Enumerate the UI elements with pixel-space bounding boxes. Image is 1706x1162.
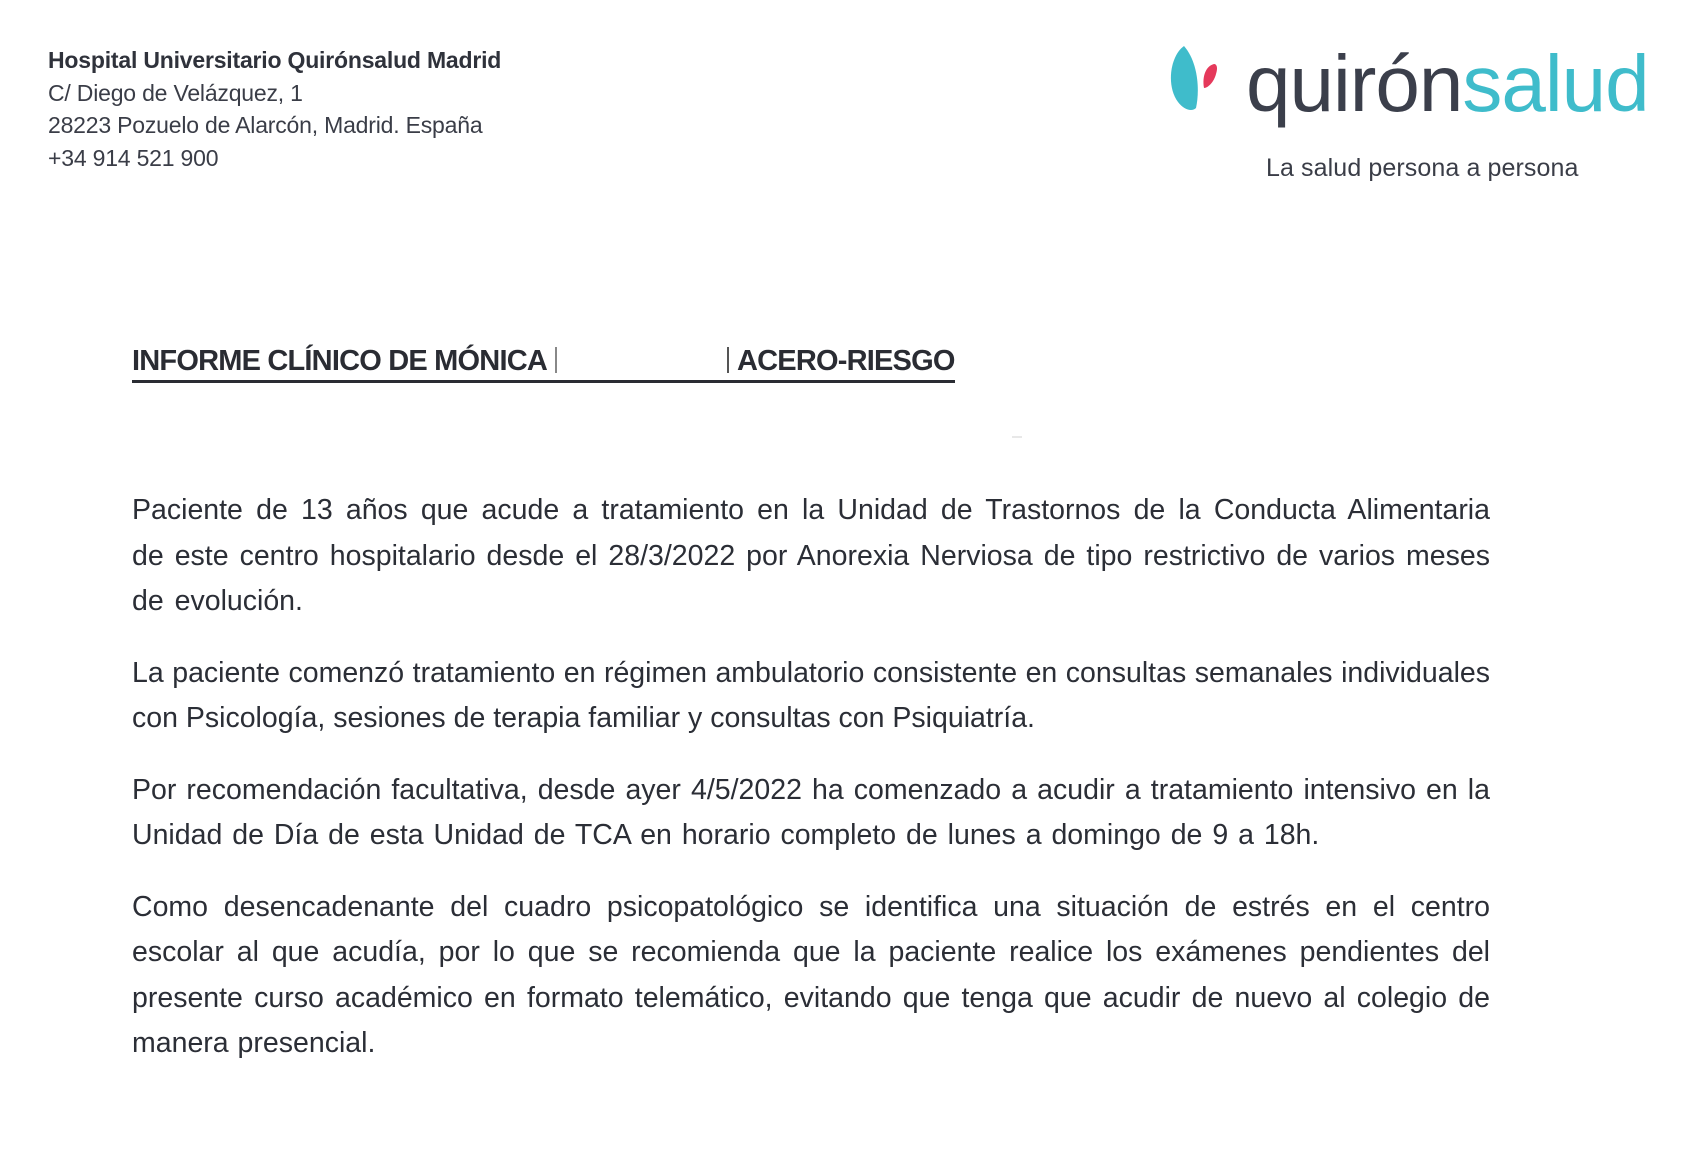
title-part2: ACERO-RIESGO: [737, 345, 955, 377]
phone-number: +34 914 521 900: [48, 144, 219, 171]
paragraph-recommendation: Como desencadenante del cuadro psicopatológico se identifica una situación de estrés en el centro escolar al que acudía, por lo que se recomienda que la paciente realice los exámenes pendientes del presente curso académico en formato telemático, evitando que tenga que acudir de nuevo al colegio de manera presencial.: [132, 890, 1490, 1059]
address-city: 28223 Pozuelo de Alarcón, Madrid. España: [48, 112, 483, 138]
paragraph-day-unit: Por recomendación facultativa, desde ayer 4/5/2022 ha comenzado a acudir a tratamiento intensivo en la Unidad de Día de esta Unidad de TCA en horario completo de lunes a domingo de 9 a 18h.: [132, 773, 1490, 851]
paragraph-diagnosis: Paciente de 13 años que acude a tratamiento en la Unidad de Trastornos de la Conducta Alimentaria de este centro hospitalario desde el 28/3/2022 por Anorexia Nerviosa de tipo restrictivo de varios meses de evolución.: [132, 494, 1490, 617]
quironsalud-logo: [1168, 39, 1668, 194]
redacted-surname: [555, 347, 729, 373]
logo-word-salud: salud: [1462, 39, 1649, 128]
quironsalud-leaf-logo-icon: [1168, 44, 1248, 124]
report-body: [132, 488, 1490, 1093]
logo-word-quiron: quirón: [1246, 39, 1463, 128]
paragraph-ambulatory-treatment: La paciente comenzó tratamiento en régimen ambulatorio consistente en consultas semanales individuales con Psicología, sesiones de terapia familiar y consultas con Psiquiatría.: [132, 656, 1490, 734]
hospital-name: Hospital Universitario Quirónsalud Madrid: [48, 47, 502, 73]
logo-tagline: La salud persona a persona: [1266, 154, 1579, 182]
address-street: C/ Diego de Velázquez, 1: [48, 79, 303, 106]
title-part1: INFORME CLÍNICO DE MÓNICA: [132, 345, 547, 377]
scan-artifact: [1012, 436, 1022, 438]
hospital-address-block: [48, 44, 501, 174]
document-title: [132, 345, 955, 383]
logo-wordmark: [1246, 39, 1649, 128]
